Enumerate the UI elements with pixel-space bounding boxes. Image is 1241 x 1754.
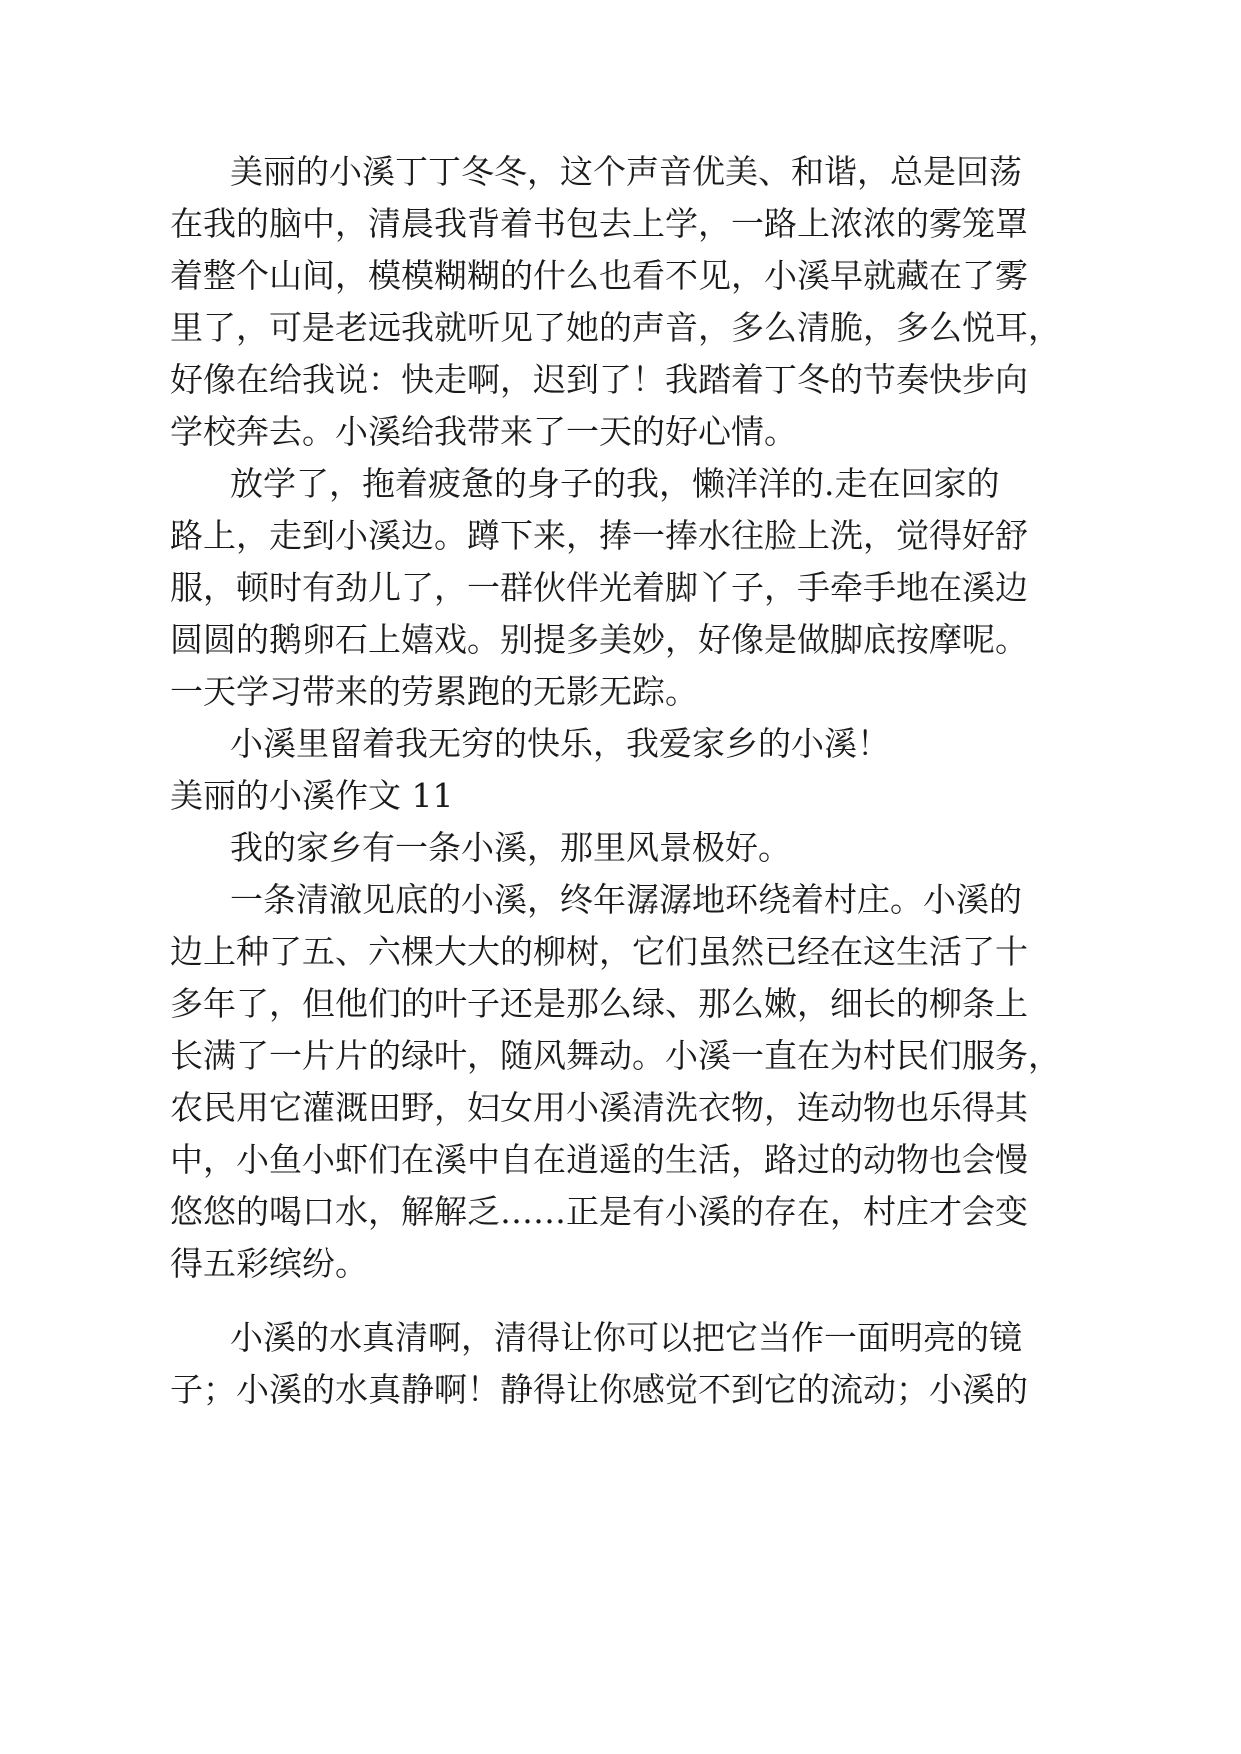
paragraph-line: 小溪里留着我无穷的快乐，我爱家乡的小溪！ <box>230 724 890 763</box>
paragraph-line: 长满了一片片的绿叶，随风舞动。小溪一直在为村民们服务， <box>170 1036 1061 1075</box>
paragraph-line: 我的家乡有一条小溪，那里风景极好。 <box>230 828 791 867</box>
paragraph-line: 多年了，但他们的叶子还是那么绿、那么嫩，细长的柳条上 <box>170 984 1028 1023</box>
paragraph-line: 一条清澈见底的小溪，终年潺潺地环绕着村庄。小溪的 <box>230 880 1022 919</box>
paragraph-line: 服，顿时有劲儿了，一群伙伴光着脚丫子，手牵手地在溪边 <box>170 568 1028 607</box>
paragraph-line: 中，小鱼小虾们在溪中自在逍遥的生活，路过的动物也会慢 <box>170 1140 1028 1179</box>
paragraph-line: 学校奔去。小溪给我带来了一天的好心情。 <box>170 412 797 451</box>
paragraph-line: 得五彩缤纷。 <box>170 1244 368 1283</box>
paragraph-line: 一天学习带来的劳累跑的无影无踪。 <box>170 672 698 711</box>
paragraph-line: 子；小溪的水真静啊！静得让你感觉不到它的流动；小溪的 <box>170 1370 1028 1409</box>
paragraph-line: 悠悠的喝口水，解解乏……正是有小溪的存在，村庄才会变 <box>170 1192 1028 1231</box>
paragraph-line: 小溪的水真清啊，清得让你可以把它当作一面明亮的镜 <box>230 1318 1022 1357</box>
paragraph-line: 里了，可是老远我就听见了她的声音，多么清脆，多么悦耳， <box>170 308 1061 347</box>
paragraph-line: 放学了，拖着疲惫的身子的我，懒洋洋的.走在回家的 <box>230 464 1000 503</box>
paragraph-line: 圆圆的鹅卵石上嬉戏。别提多美妙，好像是做脚底按摩呢。 <box>170 620 1028 659</box>
section-heading: 美丽的小溪作文 11 <box>170 776 454 815</box>
paragraph-line: 边上种了五、六棵大大的柳树，它们虽然已经在这生活了十 <box>170 932 1028 971</box>
paragraph-line: 农民用它灌溉田野，妇女用小溪清洗衣物，连动物也乐得其 <box>170 1088 1028 1127</box>
paragraph-line: 美丽的小溪丁丁冬冬，这个声音优美、和谐，总是回荡 <box>230 152 1022 191</box>
paragraph-line: 好像在给我说：快走啊，迟到了！我踏着丁冬的节奏快步向 <box>170 360 1028 399</box>
paragraph-line: 在我的脑中，清晨我背着书包去上学，一路上浓浓的雾笼罩 <box>170 204 1028 243</box>
paragraph-line: 着整个山间，模模糊糊的什么也看不见，小溪早就藏在了雾 <box>170 256 1028 295</box>
paragraph-line: 路上，走到小溪边。蹲下来，捧一捧水往脸上洗，觉得好舒 <box>170 516 1028 555</box>
